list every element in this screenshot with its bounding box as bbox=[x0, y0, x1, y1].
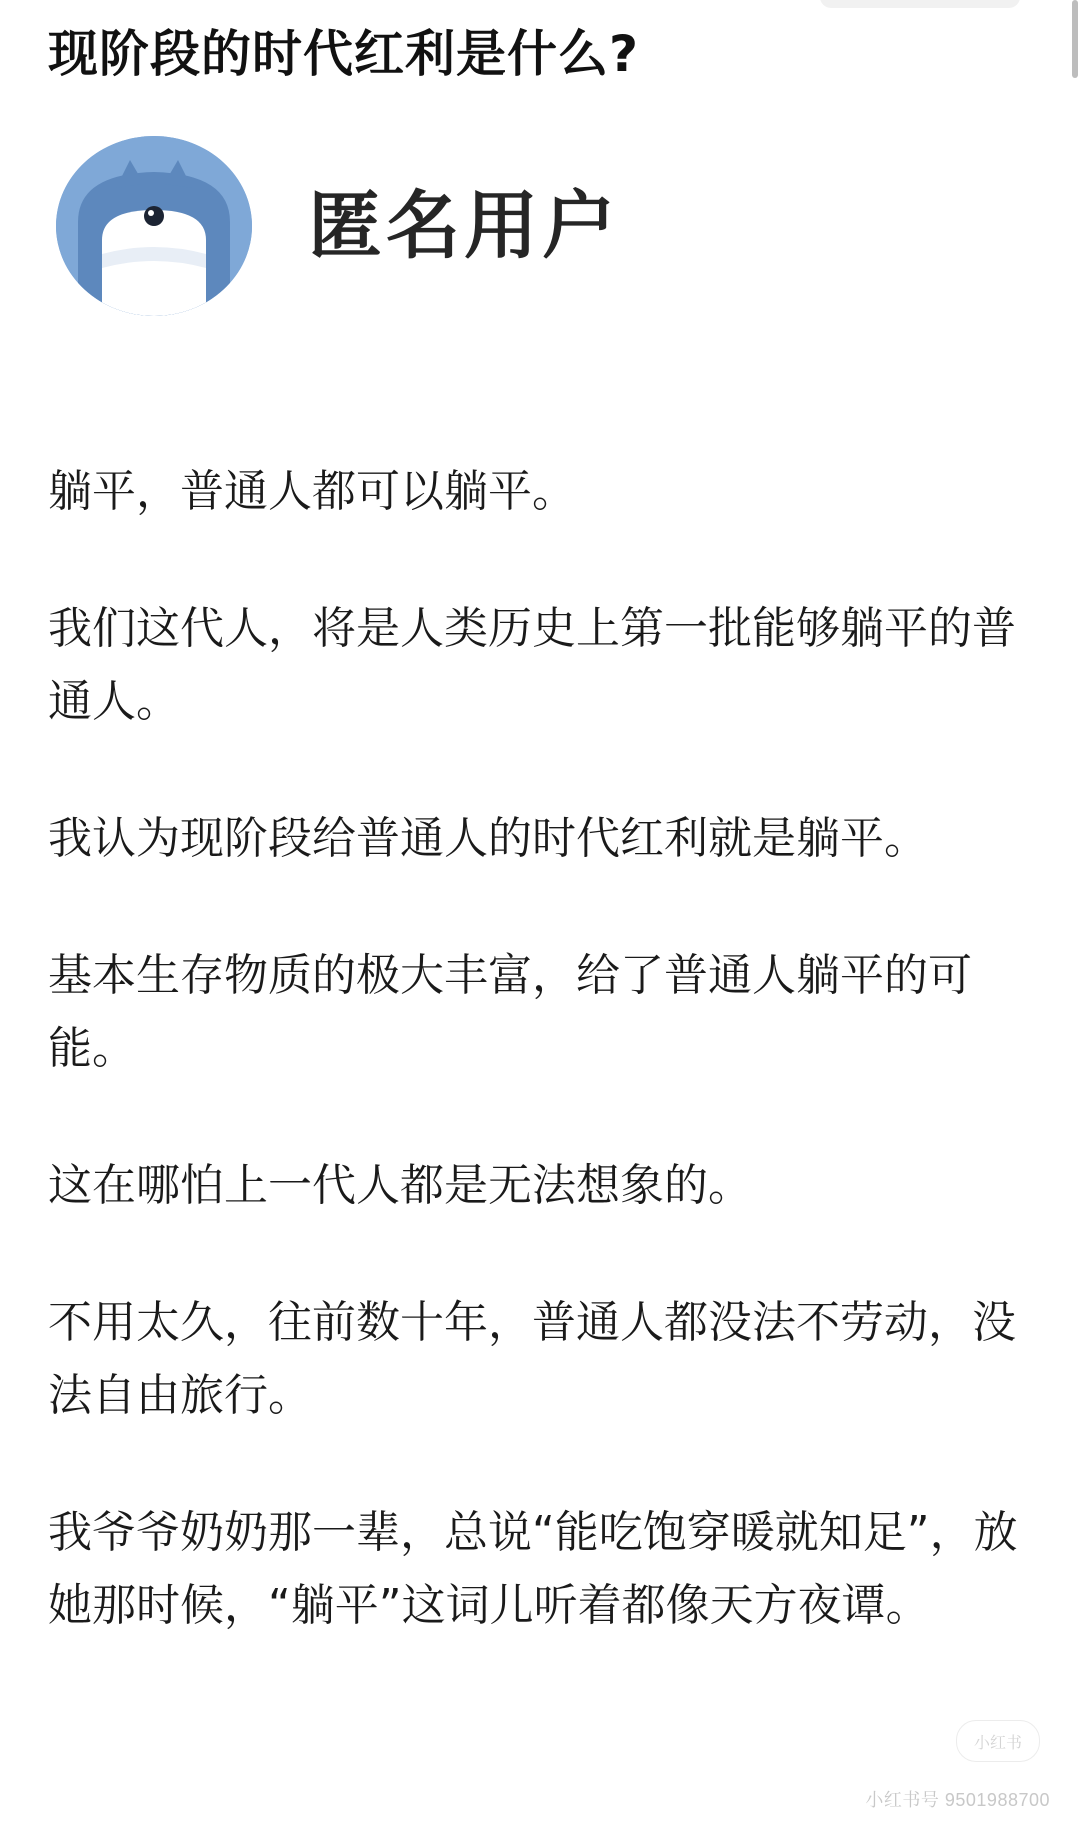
answer-paragraph: 不用太久，往前数十年，普通人都没法不劳动，没法自由旅行。 bbox=[48, 1297, 1016, 1421]
answer-paragraph: 这在哪怕上一代人都是无法想象的。 bbox=[48, 1160, 752, 1211]
answer-paragraph: 我爷爷奶奶那一辈，总说“能吃饱穿暖就知足”，放她那时候，“躺平”这词儿听着都像天方夜谭。 bbox=[48, 1507, 1018, 1631]
watermark: 小红书号 9501988700 bbox=[865, 1790, 1050, 1810]
answer-paragraph: 我认为现阶段给普通人的时代红利就是躺平。 bbox=[48, 813, 928, 864]
author-name[interactable]: 匿名用户 bbox=[308, 183, 620, 269]
top-bar-remnant bbox=[820, 0, 1020, 8]
question-title[interactable]: 现阶段的时代红利是什么? bbox=[48, 25, 640, 83]
watermark-logo: 小红书 bbox=[956, 1720, 1040, 1762]
answer-paragraph: 躺平，普通人都可以躺平。 bbox=[48, 466, 576, 517]
author-row[interactable] bbox=[56, 136, 620, 316]
answer-body bbox=[48, 455, 1038, 1706]
scrollbar[interactable] bbox=[1072, 0, 1078, 78]
answer-paragraph: 基本生存物质的极大丰富，给了普通人躺平的可能。 bbox=[48, 950, 972, 1074]
avatar[interactable] bbox=[56, 136, 252, 316]
answer-paragraph: 我们这代人，将是人类历史上第一批能够躺平的普通人。 bbox=[48, 603, 1016, 727]
anonymous-user-avatar-icon bbox=[56, 136, 252, 316]
